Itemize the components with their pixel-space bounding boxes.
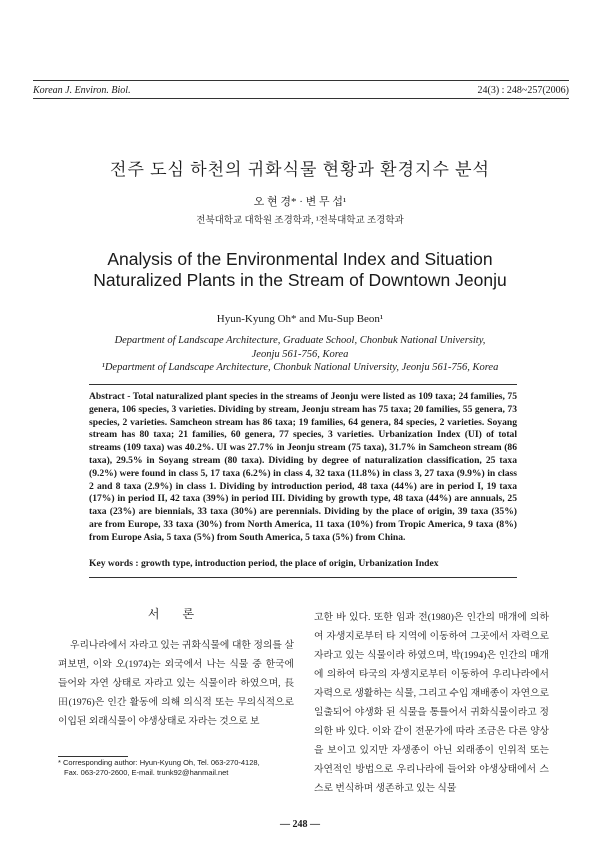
header-rule-bottom: [33, 98, 569, 99]
footnote-line2: Fax. 063-270-2600, E-mail. trunk92@hanmail.net: [64, 768, 229, 777]
header-rule-top: [33, 80, 569, 81]
intro-paragraph-right: 고한 바 있다. 또한 임과 전(1980)은 인간의 매개에 의하여 자생지로부터 타 지역에 이동하여 그곳에서 자력으로 자라고 있는 식물이라 하였으며, 박(1994)은 인간의 매개에 의하여 타국의 자생지로부터 이동하여 우리나라에서 자력으로 생활하는 식물, 그리고 수입 재배종이 자연으로 일출되어 야생화 된 식물을 통틀어서 귀화식물이라고 정의한 바 있다. 이와 같이 전문가에 따라 조금은 다른 양상을 보이고 있지만 자생종이 아닌 외래종이 인위적 또는 자연적인 방법으로 우리나라에 들어와 야생상태에서 스스로 번식하며 생존하고 있는 식물: [314, 612, 549, 794]
english-affiliation: [0, 334, 600, 375]
page-number: — 248 —: [280, 819, 320, 830]
affiliation-line2: Jeonju 561-756, Korea: [251, 348, 349, 360]
keywords: Key words : growth type, introduction period, the place of origin, Urbanization Index: [89, 557, 439, 569]
body-right-column: [314, 608, 549, 798]
affiliation-line3: ¹Department of Landscape Architecture, Chonbuk National University, Jeonju 561-756, Korea: [101, 362, 499, 373]
intro-paragraph-left: 우리나라에서 자라고 있는 귀화식물에 대한 정의를 살펴보면, 이와 오(1974)는 외국에서 나는 식물 중 한국에 들어와 자연 상태로 자라고 있는 식물이라 하였으며, 長田(1976)은 인간 활동에 의해 의식적 또는 무의식적으로 이입된 외래식물이 야생상태로 자라는 것으로 보: [58, 640, 294, 727]
body-left-column: [58, 636, 294, 731]
footnote: [58, 758, 298, 778]
english-title: [0, 249, 600, 291]
issue-info: 24(3) : 248~257(2006): [477, 85, 569, 96]
english-title-line1: Analysis of the Environmental Index and Situation: [107, 249, 493, 269]
affiliation-line1: Department of Landscape Architecture, Graduate School, Chonbuk National University,: [114, 335, 486, 346]
journal-name: Korean J. Environ. Biol.: [33, 85, 131, 96]
running-header: [33, 85, 569, 96]
korean-title: 전주 도심 하천의 귀화식물 현황과 환경지수 분석: [110, 160, 490, 179]
abstract-box: [89, 384, 517, 578]
english-authors: Hyun-Kyung Oh* and Mu-Sup Beon¹: [216, 313, 384, 325]
korean-authors: 오 현 경* · 변 무 섭¹: [253, 196, 347, 208]
footnote-line1: * Corresponding author: Hyun-Kyung Oh, Tel. 063-270-4128,: [58, 758, 260, 767]
footnote-rule: [58, 756, 128, 757]
abstract-text: Abstract - Total naturalized plant species in the streams of Jeonju were listed as 109 taxa; 24 families, 75 genera, 106 species, 3 varieties. Dividing by stream, Jeonju stream has 75 taxa; 20 families, 55 genera, 73 species, 2 varieties. Samcheon stream has 86 taxa; 19 families, 64 genera, 84 species, 2 varieties. Soyang stream has 80 taxa; 21 families, 60 genera, 77 species, 3 varieties. Urbanization Index (UI) of total streams (109 taxa) was 40.2%. UI was 27.7% in Jeonju stream (75 taxa), 31.7% in Samcheon stream (86 taxa), 29.5% in Soyang stream (80 taxa). Dividing by degree of naturalization classification, 25 taxa (9.2%) were found in class 5, 17 taxa (6.2%) in class 4, 32 taxa (11.8%) in class 3, 27 taxa (9.9%) in class 2 and 8 taxa (2.9%) in class 1. Dividing by introduction period, 48 taxa (44%) are in period I, 19 taxa (17%) in period II, 42 taxa (39%) in period III. Dividing by growth type, 48 taxa (44%) are annuals, 25 taxa (23%) are biennials, 33 taxa (30%) are perennials. Dividing by the place of origin, 39 taxa (35%) are from Europe, 33 taxa (30%) from North America, 11 taxa (10%) from Tropic America, 9 taxa (8%) from Europe Asia, 5 taxa (5%) from South America, 5 taxa (5%) from China.: [89, 391, 517, 543]
english-title-line2: Naturalized Plants in the Stream of Downtown Jeonju: [93, 270, 507, 290]
korean-affiliation: 전북대학교 대학원 조경학과, ¹전북대학교 조경학과: [196, 216, 404, 226]
section-heading-wrap: [58, 605, 294, 632]
section-title-introduction: 서 론: [147, 607, 205, 621]
